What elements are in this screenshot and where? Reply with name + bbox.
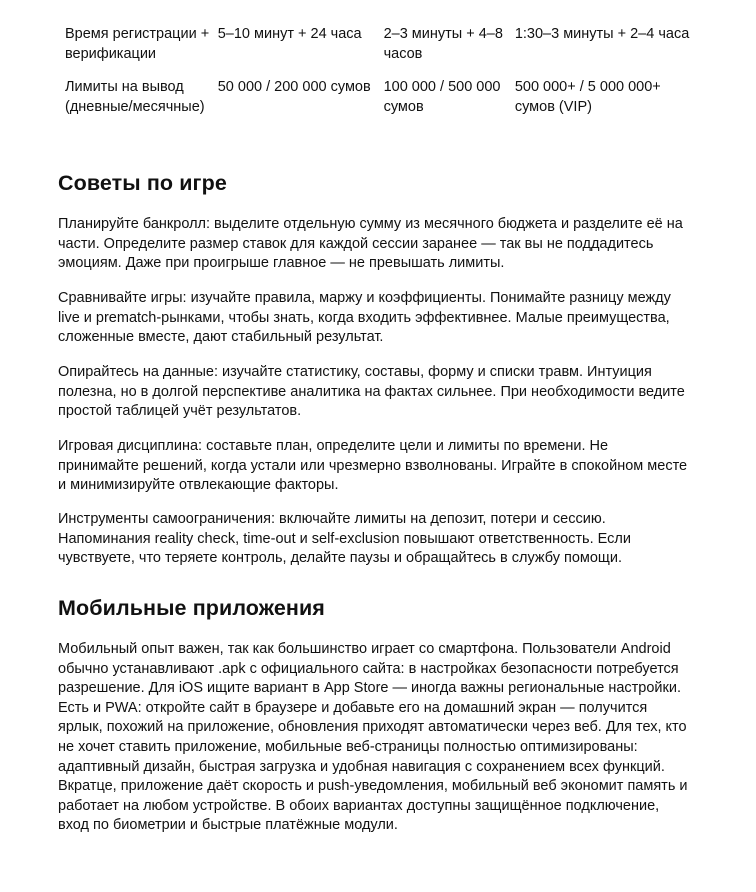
table-cell: 2–3 минуты + 4–8 часов — [383, 26, 503, 62]
section-heading-mobile: Мобильные приложения — [58, 596, 325, 620]
table-cell: 5–10 минут + 24 часа — [217, 26, 362, 42]
table-cell: 500 000+ / 5 000 000+ сумов (VIP) — [514, 79, 661, 115]
tips-paragraph: Игровая дисциплина: составьте план, определите цели и лимиты по времени. Не принимайте решений, когда устали или чрезмерно взволнованы. Играйте в спокойном месте и минимизируйте отвлекающие факторы. — [58, 438, 688, 494]
comparison-table — [58, 25, 698, 117]
section-heading-tips: Советы по игре — [58, 171, 227, 195]
table-row — [58, 25, 698, 78]
tips-paragraph: Инструменты самоограничения: включайте лимиты на депозит, потери и сессию. Напоминания reality check, time-out и self-exclusion повышают ответственность. Если чувствуете, что теряете контроль, делайте паузы и обращайтесь в службу помощи. — [58, 511, 631, 567]
table-cell-label: Время регистрации + верификации — [65, 26, 210, 62]
tips-paragraph: Сравнивайте игры: изучайте правила, маржу и коэффициенты. Понимайте разницу между live и prematch-рынками, чтобы знать, когда входить эффективнее. Малые преимущества, сложенные вместе, дают стабильный результат. — [58, 290, 671, 346]
table-row — [58, 78, 698, 117]
tips-paragraph: Планируйте банкролл: выделите отдельную сумму из месячного бюджета и разделите её на части. Определите размер ставок для каждой сессии заранее — так вы не поддадитесь эмоциям. Даже при проигрыше главное — не превышать лимиты. — [58, 216, 683, 272]
table-cell-label: Лимиты на вывод (дневные/месячные) — [65, 79, 205, 115]
table-cell: 50 000 / 200 000 сумов — [217, 79, 371, 95]
table-cell: 100 000 / 500 000 сумов — [383, 79, 501, 115]
table-cell: 1:30–3 минуты + 2–4 часа — [514, 26, 690, 42]
tips-paragraph: Опирайтесь на данные: изучайте статистику, составы, форму и списки травм. Интуиция полезна, но в долгой перспективе аналитика на фактах сильнее. При необходимости ведите простой таблицей учёт результатов. — [58, 364, 685, 420]
mobile-paragraph: Мобильный опыт важен, так как большинство играет со смартфона. Пользователи Android обычно устанавливают .apk с официального сайта: в настройках безопасности потребуется разрешение. Для iOS ищите вариант в App Store — иногда важны региональные настройки. Есть и PWA: откройте сайт в браузере и добавьте его на домашний экран — получится ярлык, похожий на приложение, обновления приходят автоматически через веб. Для тех, кто не хочет ставить приложение, мобильные веб-страницы полностью оптимизированы: адаптивный дизайн, быстрая загрузка и удобная навигация с сохранением всех функций. Вкратце, приложение даёт скорость и push-уведомления, мобильный веб экономит память и работает на любом устройстве. В обоих вариантах доступны защищённое подключение, вход по биометрии и быстрые платёжные модули. — [58, 641, 688, 834]
